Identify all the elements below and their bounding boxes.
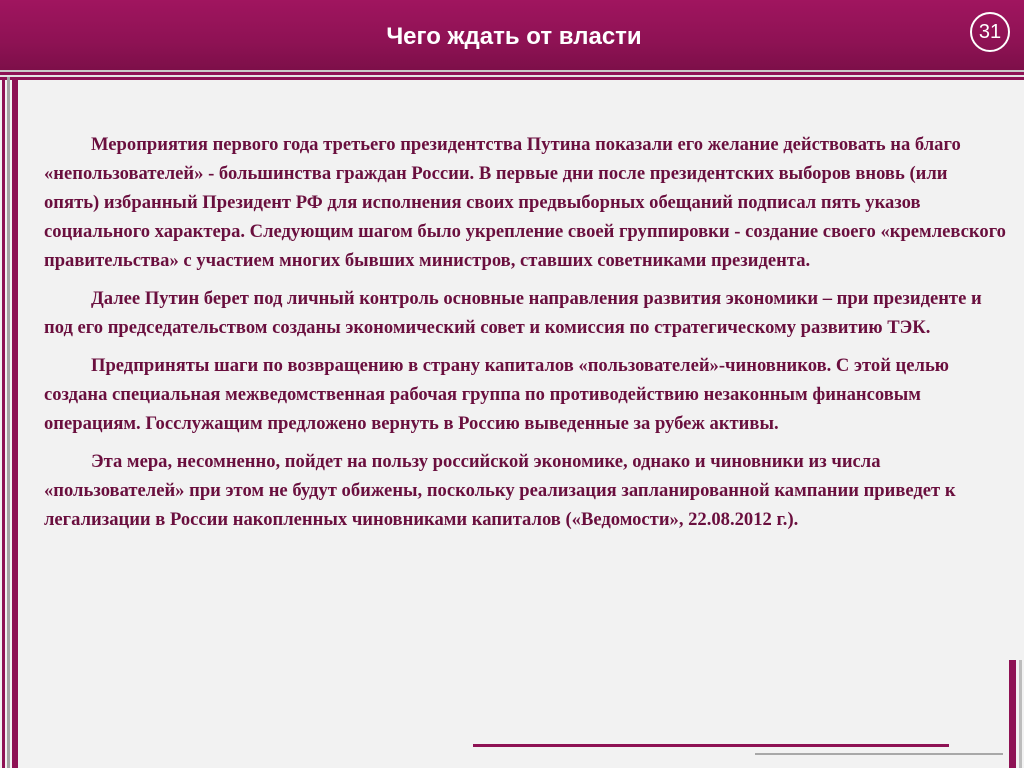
slide-title: Чего ждать от власти xyxy=(386,23,642,50)
body-paragraph: Мероприятия первого года третьего президентства Путина показали его желание действовать на благо «непользователей» - большинства граждан России. В первые дни после президентских выборов вновь (или опять) избранный Президент РФ для исполнения своих предвыборных обещаний подписал пять указов социального характера. Следующим шагом было укрепление своей группировки - создание своего «кремлевского правительства» с участием многих бывших министров, ставших советниками президента. xyxy=(44,134,1006,271)
header-divider xyxy=(0,77,1024,80)
slide-header xyxy=(0,0,1024,70)
right-border-stripe xyxy=(1009,660,1016,768)
bottom-divider xyxy=(755,753,1003,755)
body-paragraph: Предприняты шаги по возвращению в страну капиталов «пользователей»-чиновников. С этой целью создана специальная межведомственная рабочая группа по противодействию незаконным финансовым операциям. Госслужащим предложено вернуть в Россию выведенные за рубеж активы. xyxy=(44,355,949,434)
right-border-stripe xyxy=(1019,660,1022,768)
bottom-divider xyxy=(473,744,949,747)
slide-body xyxy=(44,130,1006,543)
left-border-stripe xyxy=(12,77,18,768)
page-number-badge: 31 xyxy=(970,12,1010,52)
body-paragraph: Далее Путин берет под личный контроль основные направления развития экономики – при президенте и под его председательством созданы экономический совет и комиссия по стратегическому развитию ТЭК. xyxy=(44,288,982,338)
body-paragraph: Эта мера, несомненно, пойдет на пользу российской экономике, однако и чиновники из числа «пользователей» при этом не будут обижены, поскольку реализация запланированной кампании приведет к легализации в России накопленных чиновниками капиталов («Ведомости», 22.08.2012 г.). xyxy=(44,451,956,530)
left-border-stripe xyxy=(7,77,10,768)
left-border-stripe xyxy=(2,77,5,768)
